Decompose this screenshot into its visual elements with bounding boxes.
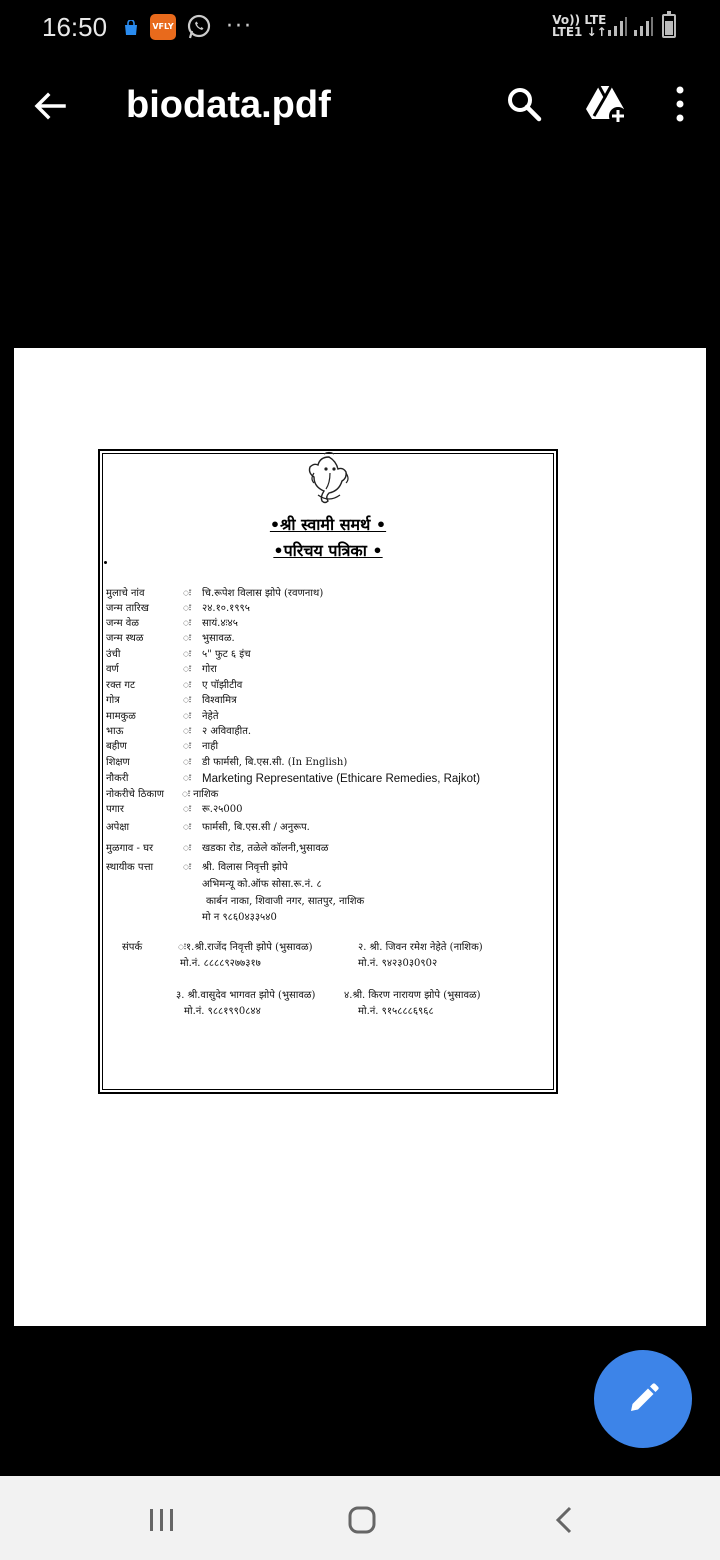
vfly-app-icon: VFLY <box>150 14 176 40</box>
back-nav-icon[interactable] <box>544 1500 584 1540</box>
status-bar <box>0 0 720 56</box>
field-value: खडका रोड, तळेले कॉलनी,भुसावळ <box>202 843 329 854</box>
add-to-drive-icon[interactable] <box>584 82 628 126</box>
field-label: भाऊ <box>106 726 124 737</box>
contact-name: ः१.श्री.राजेंद निवृत्ती झोपे (भुसावळ) <box>178 942 313 953</box>
network-line-2: LTE1 ↓↑ <box>552 25 607 39</box>
heading1-text: •श्री स्वामी समर्थ • <box>269 515 387 534</box>
contact-name: ४.श्री. किरण नारायण झोपे (भुसावळ) <box>344 990 481 1001</box>
field-sep: ः <box>183 804 191 815</box>
field-value: फार्मसी, बि.एस.सी / अनुरूप. <box>202 822 310 833</box>
shopping-bag-icon <box>124 20 138 36</box>
whatsapp-icon <box>186 14 212 40</box>
address-line: मो न ९८६0४३३५४0 <box>202 912 277 923</box>
field-sep: ः <box>183 618 191 629</box>
field-label: अपेक्षा <box>106 822 130 833</box>
field-value: भुसावळ. <box>202 633 235 644</box>
field-label: उंची <box>106 649 121 660</box>
field-label: रक्त गट <box>106 680 135 691</box>
field-sep: ः <box>183 862 191 873</box>
contact-phone: मो.नं. ९८८१९९0८४४ <box>184 1006 261 1017</box>
field-value: रू.२५000 <box>202 804 243 815</box>
address-line: अभिमन्यू को.ऑफ सोसा.रू.नं. ८ <box>202 879 322 890</box>
back-arrow-icon[interactable] <box>30 86 70 126</box>
field-value: Marketing Representative (Ethicare Remedies, Rajkot) <box>202 773 481 785</box>
contact-name: ३. श्री.वासुदेव भागवत झोपे (भुसावळ) <box>176 990 316 1001</box>
heading2-text: •परिचय पत्रिका • <box>273 541 383 560</box>
battery-icon <box>662 14 676 38</box>
field-sep: ः <box>183 603 191 614</box>
field-sep: ः <box>183 843 191 854</box>
field-sep: ः <box>183 822 191 833</box>
field-sep: ः <box>183 664 191 675</box>
contact-label: संपर्क <box>122 942 143 953</box>
app-bar <box>0 60 720 160</box>
field-value: नेहेते <box>202 711 219 722</box>
heading-shri-swami-samarth <box>100 513 556 535</box>
ganesh-logo-icon <box>302 451 356 507</box>
field-label: स्थायीक पत्ता <box>106 862 154 873</box>
field-sep: ः <box>183 773 191 784</box>
field-sep: ः <box>183 588 191 599</box>
network-line-1: Vo)) LTE <box>552 13 607 27</box>
field-value: ः नाशिक <box>182 789 219 800</box>
field-label: वर्ण <box>106 664 119 675</box>
biodata-document <box>98 449 558 1094</box>
field-value: गोरा <box>202 664 217 675</box>
network-indicator <box>552 14 607 38</box>
field-value: विश्वामित्र <box>202 695 237 706</box>
field-value: डी फार्मसी, बि.एस.सी. (In English) <box>202 757 348 768</box>
address-line: कार्बन नाका, शिवाजी नगर, सातपुर, नाशिक <box>206 896 365 907</box>
signal-icon-2 <box>632 16 654 38</box>
field-sep: ः <box>183 726 191 737</box>
search-icon[interactable] <box>504 84 544 124</box>
stray-dot <box>104 561 107 564</box>
field-label: बहीण <box>106 741 127 752</box>
field-sep: ः <box>183 680 191 691</box>
field-label: मुळगाव - घर <box>106 843 154 854</box>
home-icon[interactable] <box>342 1500 382 1540</box>
field-value: श्री. विलास निवृत्ती झोपे <box>202 862 288 873</box>
pencil-icon <box>625 1381 661 1417</box>
overflow-menu-icon[interactable] <box>670 84 690 126</box>
field-label: मामकुळ <box>106 711 136 722</box>
pdf-page[interactable] <box>14 348 706 1326</box>
contact-phone: मो.नं. ८८८८९२७७३१७ <box>180 958 261 969</box>
field-label: जन्म वेळ <box>106 618 139 629</box>
heading-parichay-patrika <box>100 539 556 561</box>
field-label: शिक्षण <box>106 757 130 768</box>
signal-icon <box>606 16 628 38</box>
field-value: नाही <box>202 741 219 752</box>
recent-apps-icon[interactable] <box>142 1500 182 1540</box>
more-dots-icon: ··· <box>226 14 253 39</box>
field-label: नौकरी <box>106 773 129 784</box>
field-sep: ः <box>183 741 191 752</box>
edit-fab-button[interactable] <box>594 1350 692 1448</box>
field-sep: ः <box>183 757 191 768</box>
field-label: जन्म स्थळ <box>106 633 144 644</box>
contact-name: २. श्री. जिवन रमेश नेहेते (नाशिक) <box>358 942 483 953</box>
field-label: मुलाचे नांव <box>106 588 145 599</box>
contact-phone: मो.नं. ९४२३0३0९0२ <box>358 958 438 969</box>
field-label: पगार <box>106 804 124 815</box>
field-label: जन्म तारिख <box>106 603 149 614</box>
field-value: चि.रूपेश विलास झोपे (रवणनाथ) <box>202 588 324 599</box>
field-sep: ः <box>183 711 191 722</box>
field-label: गोत्र <box>106 695 120 706</box>
system-navigation-bar <box>0 1476 720 1560</box>
field-value: ए पॉझीटीव <box>202 680 243 691</box>
field-sep: ः <box>183 633 191 644</box>
document-title: biodata.pdf <box>126 84 331 126</box>
field-label: नोकरीचे ठिकाण <box>106 789 164 800</box>
field-value: २४.१०.१९९५ <box>202 603 250 614</box>
status-time: 16:50 <box>42 12 108 42</box>
field-sep: ः <box>183 649 191 660</box>
field-value: सायं.४ः४५ <box>202 618 238 629</box>
field-sep: ः <box>183 695 191 706</box>
field-value: ५" फुट ६ इंच <box>202 649 251 660</box>
field-value: २ अविवाहीत. <box>202 726 252 737</box>
contact-phone: मो.नं. ९१५८८८६९६८ <box>358 1006 434 1017</box>
